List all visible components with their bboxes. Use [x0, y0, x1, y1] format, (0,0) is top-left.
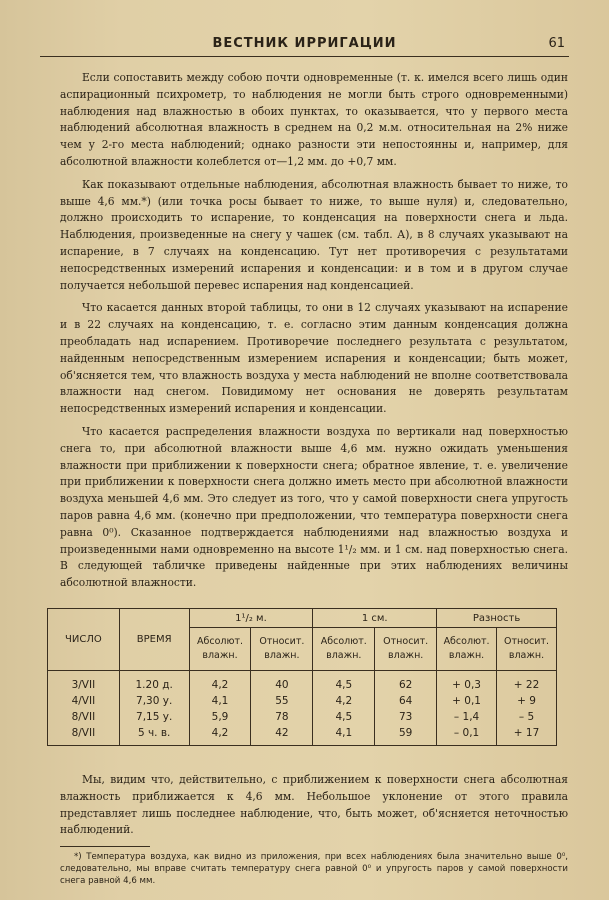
col-header-time: ВРЕМЯ	[119, 609, 189, 671]
sub-header-rel: Относит. влажн.	[375, 628, 437, 671]
cell-diff-rel: + 9	[497, 693, 557, 709]
sub-header-abs: Абсолют. влажн.	[437, 628, 497, 671]
cell-time: 7,15 у.	[119, 709, 189, 725]
cell-date: 8/VII	[48, 709, 120, 725]
cell-rel-1: 55	[251, 693, 313, 709]
table-row	[48, 709, 557, 725]
cell-abs-2: 4,5	[313, 671, 375, 694]
cell-abs-2: 4,5	[313, 709, 375, 725]
cell-diff-rel: + 22	[497, 671, 557, 694]
cell-diff-rel: + 17	[497, 725, 557, 746]
cell-date: 8/VII	[48, 725, 120, 746]
table-row	[48, 693, 557, 709]
col-header-date: ЧИСЛО	[48, 609, 120, 671]
cell-abs-2: 4,2	[313, 693, 375, 709]
paragraph-3: Что касается данных второй таблицы, то они в 12 случаях указывают на испарение и в 22 случаях на конденсацию, т. е. согласно этим данным конденсация должна преобладать над испарением. Противоречие последнего результата с результатом, найденным непосредственным измерением испарения и конденсации; быть может, об'ясняется тем, что влажность воздуха у места наблюдений не вполне соответствовала влажности над снегом. Повидимому нет основания не доверять результатам непосредственных измерений испарения и конденсации.	[60, 301, 568, 416]
cell-rel-2: 64	[375, 693, 437, 709]
table-row	[48, 671, 557, 694]
sub-header-rel: Относит. влажн.	[251, 628, 313, 671]
running-header	[40, 36, 569, 57]
journal-title: ВЕСТНИК ИРРИГАЦИИ	[212, 36, 397, 51]
cell-rel-2: 73	[375, 709, 437, 725]
sub-header-abs: Абсолют. влажн.	[313, 628, 375, 671]
cell-diff-abs: – 1,4	[437, 709, 497, 725]
group-header-height-1: 1¹/₂ м.	[189, 609, 313, 628]
cell-rel-1: 40	[251, 671, 313, 694]
footnote-text: *) Температура воздуха, как видно из приложения, при всех наблюдениях была значительно выше 0⁰, следовательно, мы вправе считать температуру снега равной 0⁰ и упругость паров у самой поверхности снега равной 4,6 мм.	[60, 852, 568, 886]
sub-header-abs: Абсолют. влажн.	[189, 628, 251, 671]
closing-paragraph: Мы, видим что, действительно, с приближением к поверхности снега абсолютная влажность приближается к 4,6 мм. Небольшое уклонение от этого правила представляет лишь последнее наблюдение, что, быть может, об'ясняется неточностью наблюдений.	[60, 773, 568, 837]
cell-rel-1: 78	[251, 709, 313, 725]
cell-diff-abs: – 0,1	[437, 725, 497, 746]
cell-abs-1: 5,9	[189, 709, 251, 725]
group-header-difference: Разность	[437, 609, 557, 628]
body-text	[60, 70, 568, 598]
sub-header-rel: Относит. влажн.	[497, 628, 557, 671]
cell-rel-1: 42	[251, 725, 313, 746]
cell-abs-1: 4,2	[189, 725, 251, 746]
cell-abs-2: 4,1	[313, 725, 375, 746]
page-number: 61	[548, 36, 565, 51]
cell-time: 5 ч. в.	[119, 725, 189, 746]
cell-date: 3/VII	[48, 671, 120, 694]
cell-abs-1: 4,1	[189, 693, 251, 709]
cell-diff-rel: – 5	[497, 709, 557, 725]
table-row	[48, 725, 557, 746]
footnote-divider	[60, 846, 150, 847]
footnote	[60, 851, 568, 887]
cell-time: 7,30 у.	[119, 693, 189, 709]
cell-diff-abs: + 0,1	[437, 693, 497, 709]
group-header-height-2: 1 см.	[313, 609, 437, 628]
closing-text	[60, 772, 568, 839]
paragraph-4: Что касается распределения влажности воздуха по вертикали над поверхностью снега то, при абсолютной влажности выше 4,6 мм. нужно ожидать уменьшения влажности при приближении к поверхности снега; обратное явление, т. е. увеличение при приближении к поверхности снега должно иметь место при абсолютной влажности воздуха меньшей 4,6 мм. Это следует из того, что у самой поверхности снега упругость паров равна 4,6 мм. (конечно при предположении, что температура поверхности снега равна 0⁰). Сказанное подтверждается наблюдениями над влажностью воздуха и произведенными нами одновременно на высоте 1¹/₂ мм. и 1 см. над поверхностью снега. В следующей табличке приведены найденные при этих наблюдениях величины абсолютной влажности.	[60, 424, 568, 590]
cell-date: 4/VII	[48, 693, 120, 709]
cell-abs-1: 4,2	[189, 671, 251, 694]
cell-rel-2: 62	[375, 671, 437, 694]
paragraph-2: Как показывают отдельные наблюдения, абсолютная влажность бывает то ниже, то выше 4,6 мм.*) (или точка росы бывает то ниже, то выше нуля) и, следовательно, должно происходить то испарение, то конденсация на поверхности снега и льда. Наблюдения, произведенные на снегу у чашек (см. табл. А), в 8 случаях указывают на испарение, в 7 случаях на конденсацию. Тут нет противоречия с результатами непосредственных измерений испарения и конденсации: и в том и в другом случае получается небольшой перевес испарения над конденсацией.	[60, 177, 568, 292]
paragraph-1: Если сопоставить между собою почти одновременные (т. к. имелся всего лишь один аспирационный психрометр, то наблюдения не могли быть строго одновременными) наблюдения над влажностью в обоих пунктах, то оказывается, что у первого места наблюдений абсолютная влажность в среднем на 0,2 м.м. относительная на 2% ниже чем у 2-го места наблюдений; однако разности эти непостоянны и, например, для абсолютной влажности колеблется от—1,2 мм. до +0,7 мм.	[60, 71, 568, 168]
cell-diff-abs: + 0,3	[437, 671, 497, 694]
humidity-table	[47, 608, 557, 746]
cell-rel-2: 59	[375, 725, 437, 746]
cell-time: 1.20 д.	[119, 671, 189, 694]
